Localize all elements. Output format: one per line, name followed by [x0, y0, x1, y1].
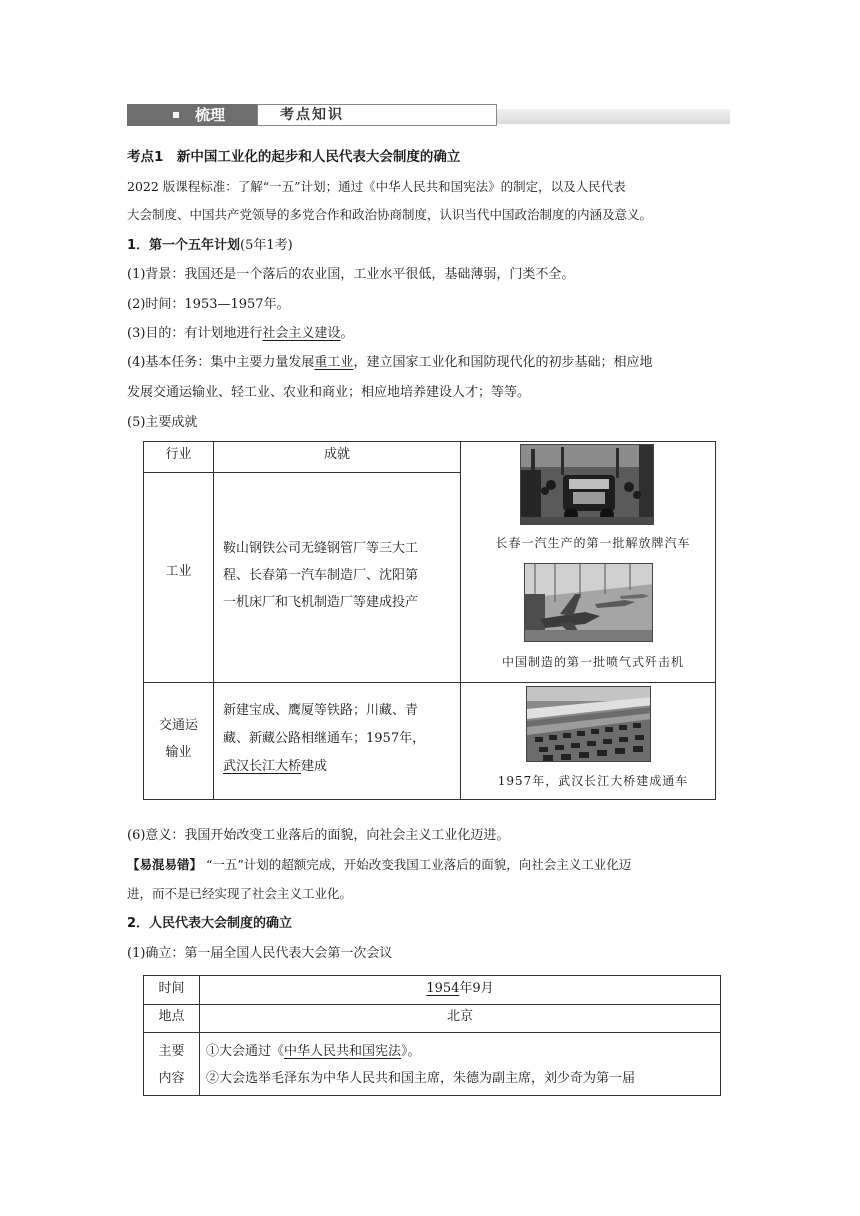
npc-content1-key: 中华人民共和国宪法	[284, 1044, 402, 1059]
table-divider	[460, 442, 461, 799]
banner-secondary-label: 考点知识	[280, 107, 344, 123]
transport-suffix: 建成	[301, 759, 328, 774]
industry-achievements	[223, 535, 418, 616]
banner-primary-label: 梳理	[195, 106, 226, 124]
npc-time-suffix: 年9月	[459, 981, 494, 996]
transport-label-line: 交通运	[158, 718, 198, 733]
transport-line	[223, 753, 425, 781]
table-divider	[144, 472, 461, 473]
npc-content-label	[144, 1038, 199, 1092]
transport-label-line: 输业	[165, 745, 192, 760]
confusion-note-tag: 【易混易错】	[127, 857, 203, 872]
section-title: 考点1 新中国工业化的起步和人民代表大会制度的确立	[127, 149, 461, 165]
npc-content1-prefix: ①大会通过《	[206, 1044, 285, 1059]
plan-task-suffix: ，建立国家工业化和国防现代化的初步基础；相应地	[353, 355, 653, 370]
npc-content-label-line: 内容	[158, 1071, 185, 1086]
npc-place-value: 北京	[446, 1009, 473, 1024]
banner-tab-secondary	[257, 104, 497, 126]
transport-line: 新建宝成、鹰厦等铁路；川藏、青	[223, 703, 419, 718]
confusion-note-text: “一五”计划的超额完成，开始改变我国工业落后的面貌，向社会主义工业化迈	[206, 857, 632, 872]
jet-photo-image	[525, 564, 653, 642]
npc-time-year: 1954	[426, 981, 460, 996]
plan-task-prefix: (4)基本任务：集中主要力量发展	[127, 355, 315, 370]
industry-line: 鞍山钢铁公司无缝钢管厂等三大工	[223, 541, 419, 556]
banner-tab-primary	[127, 104, 257, 126]
caption-truck: 长春一汽生产的第一批解放牌汽车	[495, 536, 691, 550]
table-divider	[144, 1004, 720, 1005]
npc-content1-suffix: 》。	[401, 1044, 421, 1059]
caption-bridge: 1957年，武汉长江大桥建成通车	[497, 774, 689, 788]
curriculum-standard-line-2: 大会制度、中国共产党领导的多党合作和政治协商制度，认识当代中国政治制度的内涵及意义。	[127, 207, 653, 222]
header-achievement: 成就	[323, 447, 350, 462]
table-divider	[144, 1032, 720, 1033]
truck-photo	[520, 444, 654, 525]
curriculum-standard-line-1: 2022 版课程标准：了解“一五”计划；通过《中华人民共和国宪法》的制定，以及人民代表	[127, 179, 626, 194]
plan-heading-text: 1．第一个五年计划	[127, 238, 241, 253]
transport-key: 武汉长江大桥	[223, 759, 302, 774]
achievements-table	[143, 441, 716, 800]
bridge-photo-image	[527, 687, 651, 762]
plan-task-line-2: 发展交通运输业、轻工业、农业和商业；相应地培养建设人才；等等。	[127, 385, 531, 400]
npc-established: (1)确立：第一届全国人民代表大会第一次会议	[127, 946, 393, 961]
confusion-note-line-1	[127, 856, 631, 874]
plan-time: (2)时间：1953—1957年。	[127, 297, 290, 312]
industry-label: 工业	[165, 564, 192, 579]
transport-line: 藏、新藏公路相继通车；1957年，	[223, 731, 426, 746]
confusion-note-line-2: 进，而不是已经实现了社会主义工业化。	[127, 886, 353, 901]
transport-label	[144, 712, 213, 766]
plan-heading	[127, 237, 293, 255]
npc-content-item-1	[206, 1038, 635, 1065]
npc-place-label: 地点	[158, 1009, 185, 1024]
plan-task-key: 重工业	[314, 355, 354, 370]
jet-photo	[524, 563, 653, 642]
plan-purpose	[127, 325, 353, 343]
table-divider	[144, 682, 715, 683]
section-banner	[127, 104, 730, 127]
plan-purpose-suffix: 。	[340, 326, 354, 341]
npc-time-label: 时间	[158, 981, 185, 996]
table-divider	[213, 442, 214, 799]
npc-time-value	[200, 980, 720, 998]
plan-background: (1)背景：我国还是一个落后的农业国，工业水平很低，基础薄弱，门类不全。	[127, 267, 575, 282]
plan-significance: (6)意义：我国开始改变工业落后的面貌，向社会主义工业化迈进。	[127, 828, 510, 843]
transport-achievements	[223, 697, 425, 781]
achievements-heading: (5)主要成就	[127, 415, 198, 430]
plan-purpose-prefix: (3)目的：有计划地进行	[127, 326, 263, 341]
plan-heading-note: (5年1考)	[240, 238, 293, 253]
plan-purpose-key: 社会主义建设	[262, 326, 341, 341]
industry-line: 程、长春第一汽车制造厂、沈阳第	[223, 568, 419, 583]
industry-line: 一机床厂和飞机制造厂等建成投产	[223, 595, 419, 610]
npc-table	[143, 975, 721, 1096]
npc-content	[206, 1038, 635, 1092]
header-industry: 行业	[165, 447, 192, 462]
bridge-photo	[526, 686, 651, 762]
npc-content-label-line: 主要	[158, 1044, 185, 1059]
square-bullet-icon	[173, 112, 179, 118]
plan-task-line-1	[127, 354, 652, 372]
truck-photo-image	[521, 445, 654, 525]
npc-content-item-2: ②大会选举毛泽东为中华人民共和国主席，朱德为副主席，刘少奇为第一届	[206, 1071, 636, 1086]
caption-jet: 中国制造的第一批喷气式歼击机	[501, 655, 684, 669]
npc-heading: 2．人民代表大会制度的确立	[127, 916, 293, 931]
